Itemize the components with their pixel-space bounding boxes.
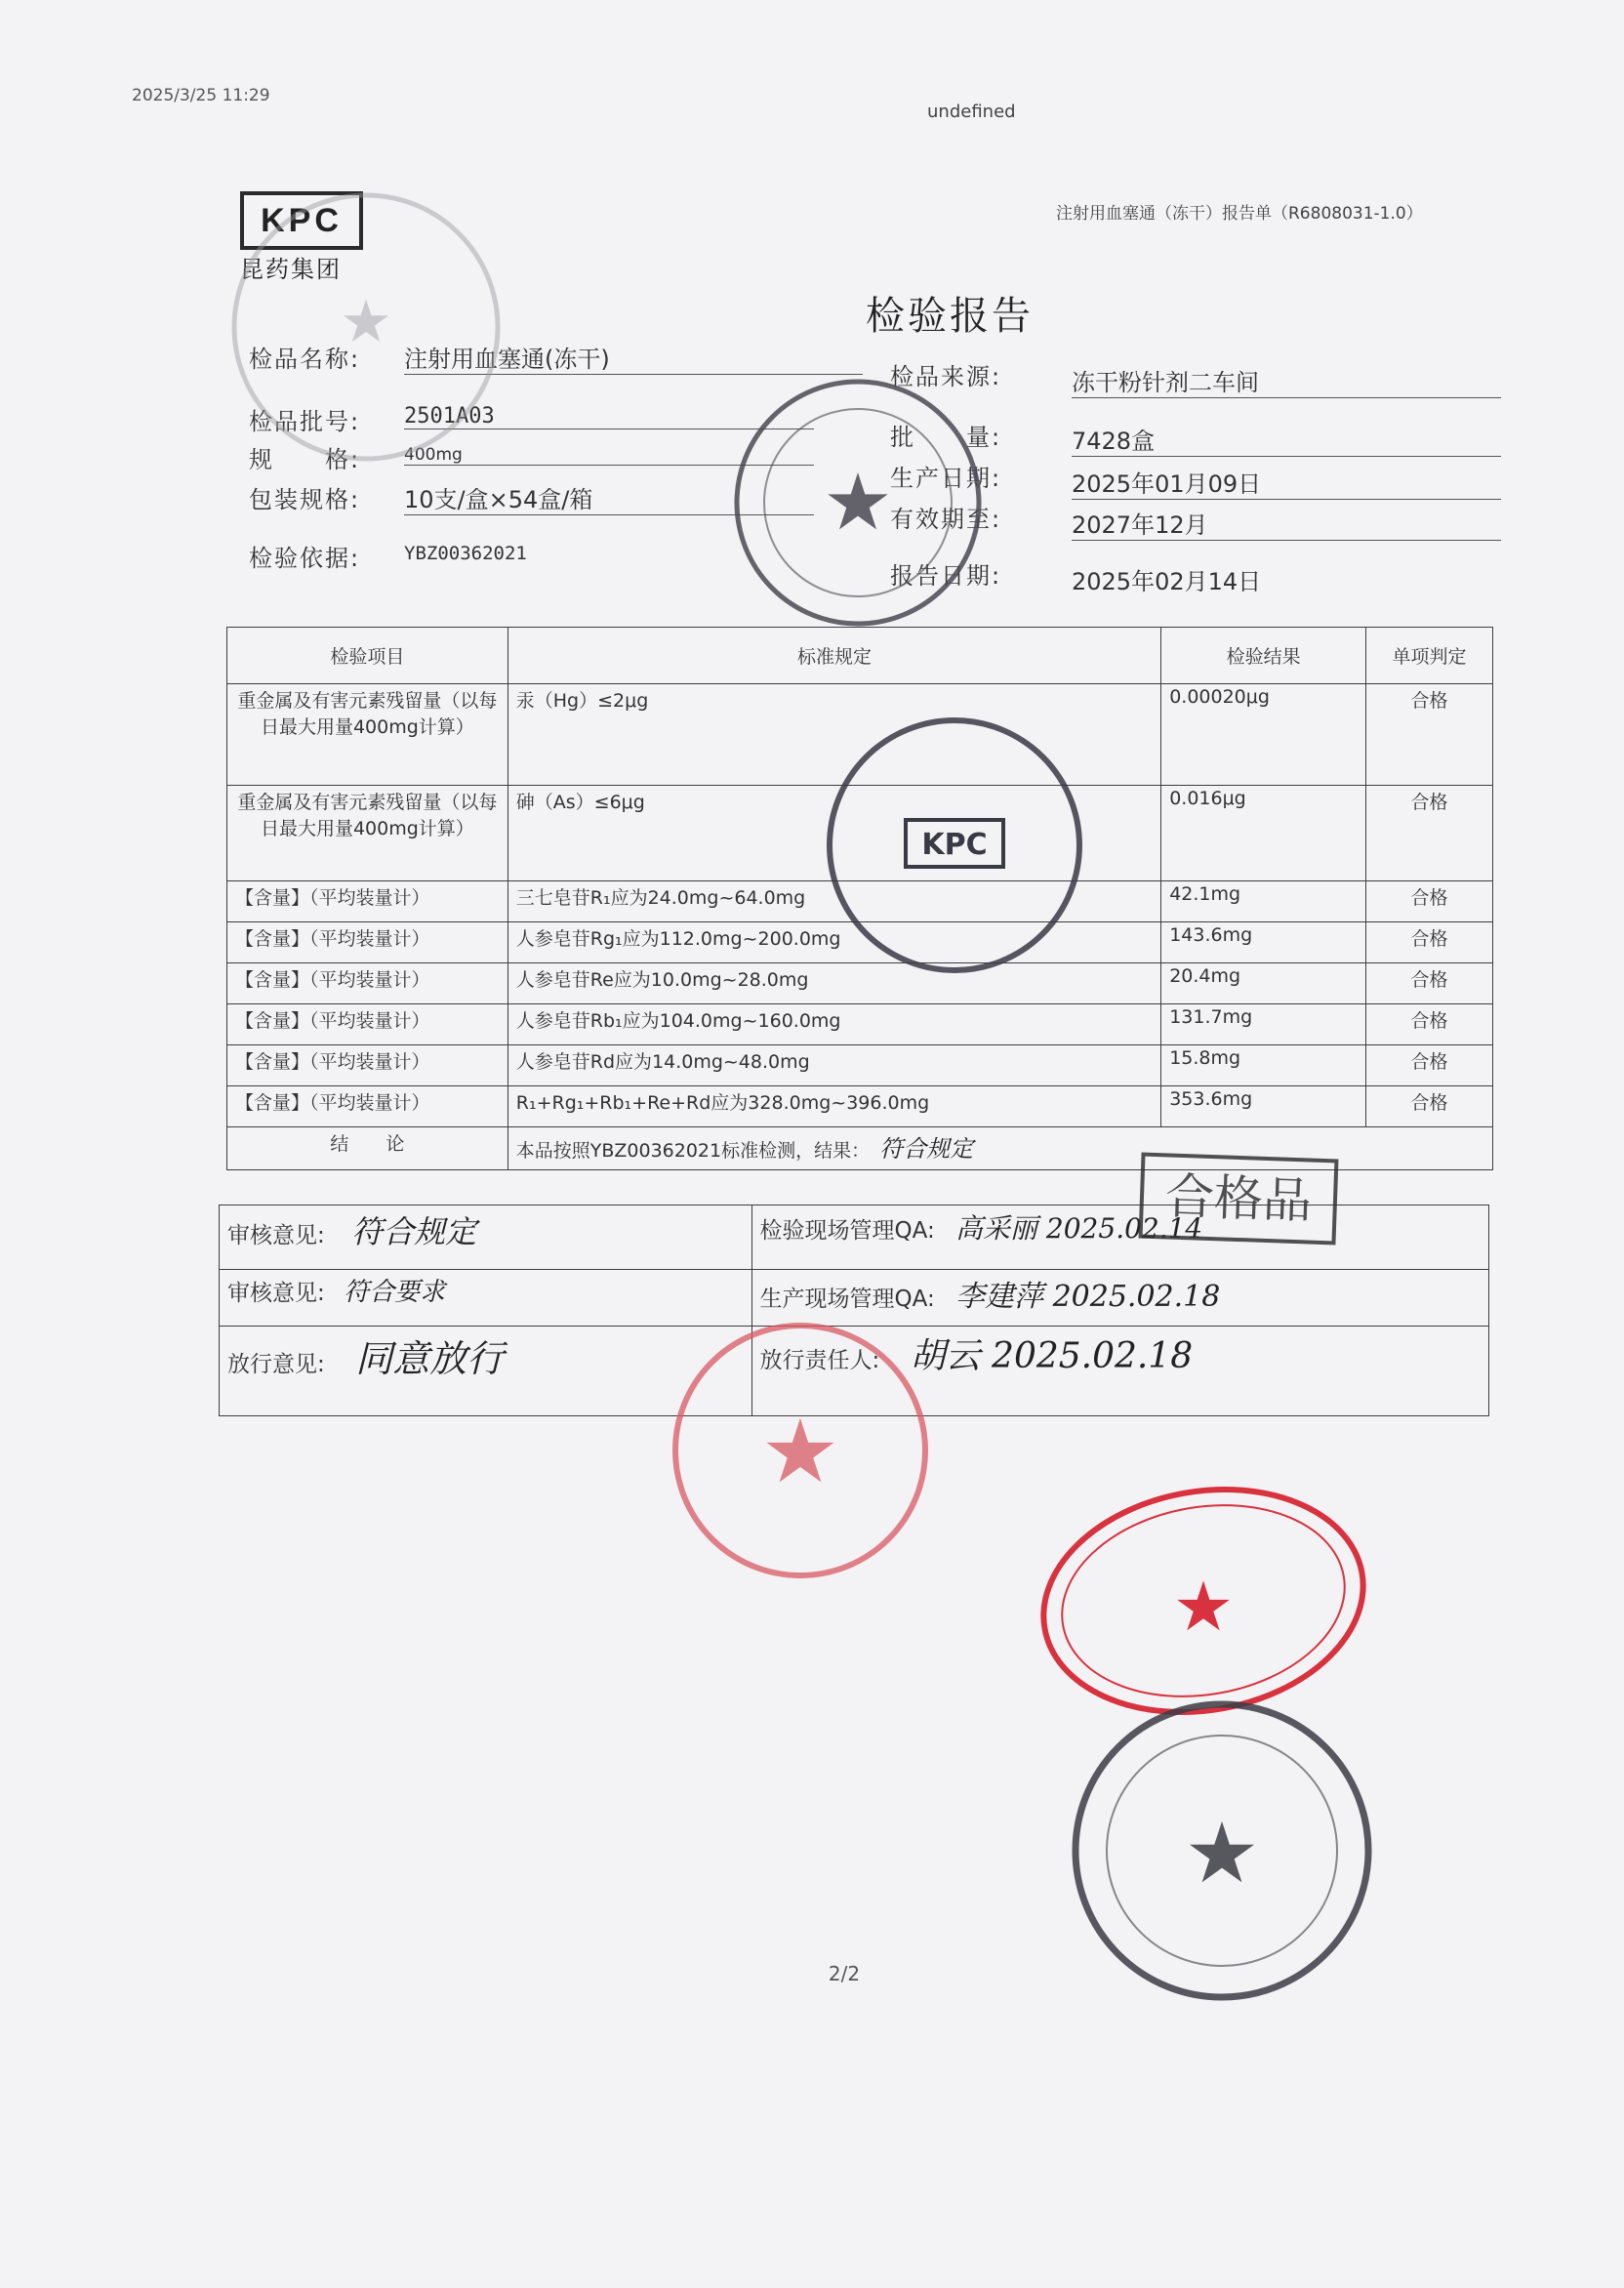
- faint-company-seal: [224, 185, 508, 469]
- info-report-label: 报告日期:: [890, 562, 1002, 590]
- row-result: 0.016μg: [1161, 786, 1366, 881]
- row-result: 20.4mg: [1161, 963, 1366, 1004]
- conclusion-text: 本品按照YBZ00362021标准检测，结果：: [515, 1140, 871, 1162]
- yancheng-seal: [1066, 1695, 1378, 2007]
- row-verdict: 合格: [1366, 1086, 1493, 1127]
- info-exp-value: 2027年12月: [1072, 506, 1501, 541]
- row-item: 【含量】（平均装量计）: [227, 1086, 508, 1127]
- row-result: 143.6mg: [1161, 922, 1366, 963]
- info-pack-value: 10支/盒×54盒/箱: [404, 480, 814, 515]
- info-pack-label: 包装规格:: [249, 486, 361, 513]
- conclusion-handwriting: 符合规定: [879, 1135, 974, 1163]
- row-verdict: 合格: [1366, 922, 1493, 963]
- row-standard: 汞（Hg）≤2μg: [508, 684, 1160, 786]
- svg-text:★: ★: [823, 457, 893, 548]
- review1-label: 审核意见:: [227, 1223, 325, 1248]
- release-person-handwriting: 胡云 2025.02.18: [910, 1336, 1194, 1376]
- header-item: 检验项目: [227, 628, 508, 684]
- row-verdict: 合格: [1366, 786, 1493, 881]
- row-item: 【含量】（平均装量计）: [227, 881, 508, 922]
- row-item: 【含量】（平均装量计）: [227, 1045, 508, 1086]
- row-standard: 三七皂苷R₁应为24.0mg~64.0mg: [508, 881, 1160, 922]
- qualified-stamp: 合格品: [1139, 1153, 1339, 1246]
- info-mfg-value: 2025年01月09日: [1072, 465, 1501, 500]
- info-batch-label: 检品批号:: [249, 408, 361, 435]
- svg-text:★: ★: [1184, 1805, 1260, 1902]
- table-row: [227, 1004, 1493, 1045]
- row-verdict: 合格: [1366, 963, 1493, 1004]
- row-standard: 砷（As）≤6μg: [508, 786, 1160, 881]
- info-name-label: 检品名称:: [249, 346, 361, 373]
- row-item: 【含量】（平均装量计）: [227, 922, 508, 963]
- review1-handwriting: 符合规定: [351, 1213, 477, 1250]
- info-qty-label: 批 量:: [890, 424, 1002, 451]
- qa-prod-label: 生产现场管理QA:: [759, 1287, 935, 1312]
- row-result: 353.6mg: [1161, 1086, 1366, 1127]
- row-verdict: 合格: [1366, 1045, 1493, 1086]
- first-business-seal: [1035, 1484, 1372, 1718]
- qa-test-label: 检验现场管理QA:: [759, 1218, 935, 1244]
- svg-text:★: ★: [340, 288, 392, 356]
- info-qty-value: 7428盒: [1072, 422, 1501, 457]
- info-basis-label: 检验依据:: [249, 545, 361, 572]
- row-verdict: 合格: [1366, 1004, 1493, 1045]
- company-logo: KPC: [240, 191, 363, 250]
- svg-text:★: ★: [760, 1401, 840, 1503]
- info-spec-value: 400mg: [404, 445, 814, 466]
- row-standard: 人参皂苷Rg₁应为112.0mg~200.0mg: [508, 922, 1160, 963]
- info-source-label: 检品来源:: [890, 363, 1002, 390]
- svg-text:★: ★: [1172, 1567, 1235, 1647]
- row-standard: 人参皂苷Rd应为14.0mg~48.0mg: [508, 1045, 1160, 1086]
- document-code: 注射用血塞通（冻干）报告单（R6808031-1.0）: [1056, 204, 1423, 224]
- release-person-label: 放行责任人:: [759, 1348, 880, 1373]
- row-result: 15.8mg: [1161, 1045, 1366, 1086]
- review2-label: 审核意见:: [227, 1281, 325, 1306]
- qa-prod-handwriting: 李建萍 2025.02.18: [955, 1280, 1221, 1314]
- page-title: 检验报告: [866, 294, 1034, 339]
- row-standard: 人参皂苷Rb₁应为104.0mg~160.0mg: [508, 1004, 1160, 1045]
- page-number: 2/2: [828, 1962, 861, 1985]
- company-name: 昆药集团: [240, 256, 342, 283]
- info-source-value: 冻干粉针剂二车间: [1072, 363, 1501, 398]
- info-batch-value: 2501A03: [404, 404, 814, 429]
- row-standard: 人参皂苷Re应为10.0mg~28.0mg: [508, 963, 1160, 1004]
- release-label: 放行意见:: [227, 1352, 325, 1377]
- conclusion-label: 结 论: [227, 1127, 508, 1170]
- info-basis-value: YBZ00362021: [404, 543, 527, 564]
- info-name-value: 注射用血塞通(冻干): [404, 340, 863, 375]
- row-result: 42.1mg: [1161, 881, 1366, 922]
- info-report-value: 2025年02月14日: [1072, 568, 1262, 595]
- row-result: 0.00020μg: [1161, 684, 1366, 786]
- header-result: 检验结果: [1161, 628, 1366, 684]
- header-verdict: 单项判定: [1366, 628, 1493, 684]
- row-standard: R₁+Rg₁+Rb₁+Re+Rd应为328.0mg~396.0mg: [508, 1086, 1160, 1127]
- info-mfg-label: 生产日期:: [890, 465, 1002, 492]
- info-spec-label: 规 格:: [249, 446, 361, 473]
- print-timestamp: 2025/3/25 11:29: [132, 86, 270, 105]
- print-url: undefined: [927, 102, 1016, 122]
- header-standard: 标准规定: [508, 628, 1160, 684]
- quality-management-seal: [730, 375, 986, 631]
- qa-test-handwriting: 高采丽 2025.02.14: [955, 1212, 1203, 1245]
- review2-handwriting: 符合要求: [344, 1278, 446, 1307]
- red-company-seal: [668, 1318, 933, 1583]
- row-verdict: 合格: [1366, 881, 1493, 922]
- row-item: 【含量】（平均装量计）: [227, 1004, 508, 1045]
- seal-logo-text: KPC: [921, 828, 988, 862]
- info-exp-label: 有效期至:: [890, 506, 1002, 533]
- inspection-seal: [822, 713, 1087, 978]
- table-row: [227, 1045, 1493, 1086]
- row-item: 重金属及有害元素残留量（以每日最大用量400mg计算）: [227, 684, 508, 786]
- row-result: 131.7mg: [1161, 1004, 1366, 1045]
- row-verdict: 合格: [1366, 684, 1493, 786]
- row-item: 【含量】（平均装量计）: [227, 963, 508, 1004]
- release-handwriting: 同意放行: [355, 1337, 505, 1380]
- table-row: [227, 1086, 1493, 1127]
- row-item: 重金属及有害元素残留量（以每日最大用量400mg计算）: [227, 786, 508, 881]
